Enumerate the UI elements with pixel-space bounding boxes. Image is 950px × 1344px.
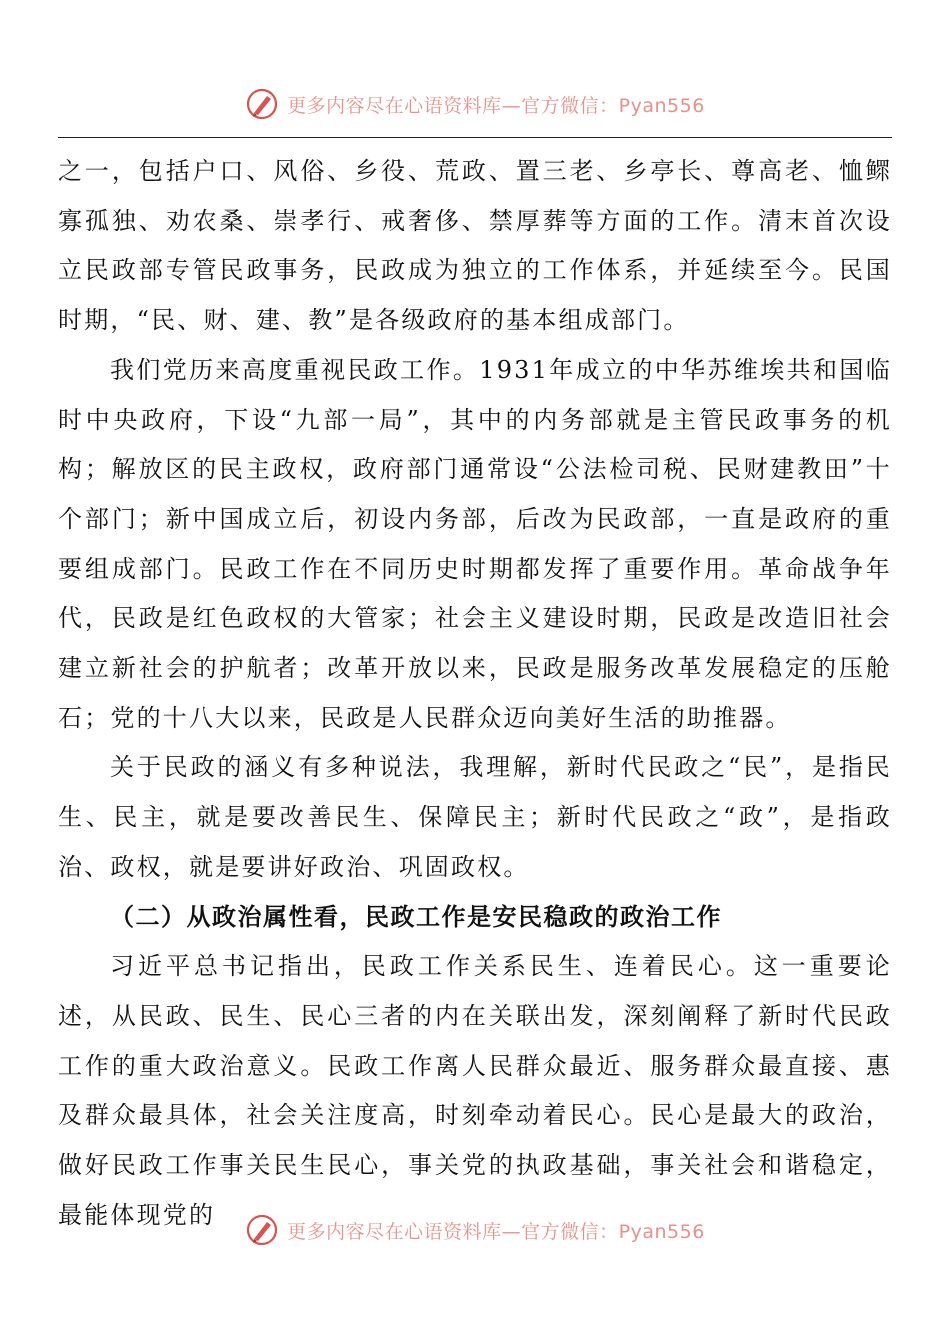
paragraph-1: 之一，包括户口、风俗、乡役、荒政、置三老、乡亭长、尊高老、恤鳏寡孤独、劝农桑、崇孝行、戒奢侈、禁厚葬等方面的工作。清末首次设立民政部专管民政事务，民政成为独立的工作体系，并延续至今。民国时期，“民、财、建、教”是各级政府的基本组成部门。 — [58, 157, 892, 335]
document-body — [58, 147, 892, 1240]
section-heading: （二）从政治属性看，民政工作是安民稳政的政治工作 — [110, 902, 722, 931]
paragraph-3: 关于民政的涵义有多种说法，我理解，新时代民政之“民”，是指民生、民主，就是要改善民生、保障民主；新时代民政之“政”，是指政治、政权，就是要讲好政治、巩固政权。 — [58, 753, 892, 881]
header-divider — [58, 137, 892, 138]
paragraph-2: 我们党历来高度重视民政工作。1931年成立的中华苏维埃共和国临时中央政府，下设“九部一局”，其中的内务部就是主管民政事务的机构；解放区的民主政权，政府部门通常设“公法检司税、民财建教田”十个部门；新中国成立后，初设内务部，后改为民政部，一直是政府的重要组成部门。民政工作在不同历史时期都发挥了重要作用。革命战争年代，民政是红色政权的大管家；社会主义建设时期，民政是改造旧社会建立新社会的护航者；改革开放以来，民政是服务改革发展稳定的压舱石；党的十八大以来，民政是人民群众迈向美好生活的助推器。 — [58, 355, 892, 732]
pen-logo-icon — [245, 87, 279, 121]
pen-logo-icon — [245, 1213, 279, 1247]
footer-banner-text: 更多内容尽在心语资料库—官方微信：Pyan556 — [287, 1220, 705, 1243]
footer-banner — [0, 1210, 950, 1250]
paragraph-4: 习近平总书记指出，民政工作关系民生、连着民心。这一重要论述，从民政、民生、民心三者的内在关联出发，深刻阐释了新时代民政工作的重大政治意义。民政工作离人民群众最近、服务群众最直接、惠及群众最具体，社会关注度高，时刻牵动着民心。民心是最大的政治，做好民政工作事关民生民心，事关党的执政基础，事关社会和谐稳定，最能体现党的 — [58, 952, 892, 1229]
header-banner — [0, 84, 950, 124]
header-banner-text: 更多内容尽在心语资料库—官方微信：Pyan556 — [287, 94, 705, 117]
